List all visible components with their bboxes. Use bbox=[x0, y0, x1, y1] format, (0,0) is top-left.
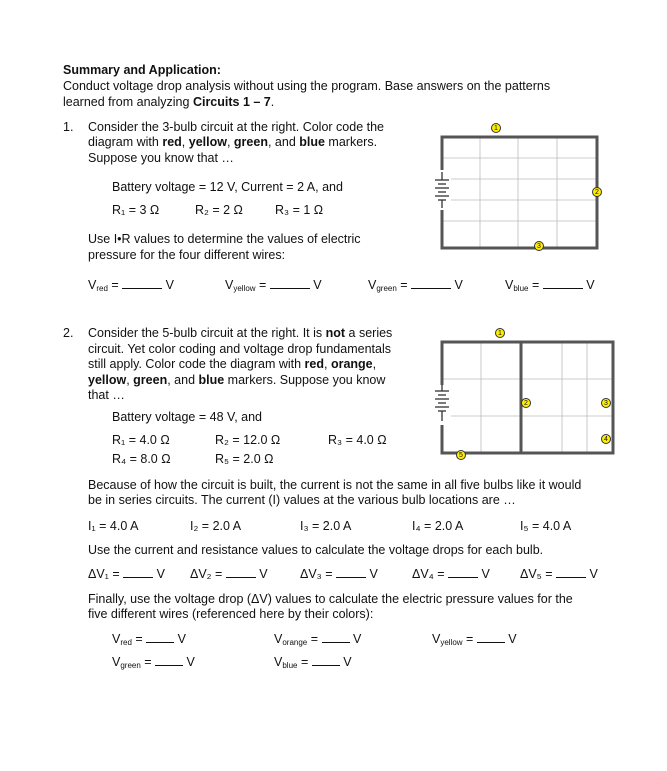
q2-bulb-5: 5 bbox=[456, 450, 466, 460]
q2-line-5: that … bbox=[88, 388, 125, 402]
q2-bulb-3: 3 bbox=[601, 398, 611, 408]
q2-wire-green[interactable]: $V_{green} = V$ bbox=[112, 655, 195, 670]
q2-bulb-4: 4 bbox=[601, 434, 611, 444]
q2-current-3: I₃ = 2.0 A bbox=[300, 519, 352, 533]
q2-finally-2: five different wires (referenced here by their colors): bbox=[88, 607, 374, 621]
q1-r3: R₃ = 1 Ω bbox=[275, 203, 324, 217]
q1-answer-blue[interactable]: $V_{blue} = V$ bbox=[505, 278, 595, 293]
q2-drop-1[interactable]: ΔV₁ = V bbox=[88, 567, 165, 581]
q2-drop-3[interactable]: ΔV₃ = V bbox=[300, 567, 378, 581]
q1-answer-yellow[interactable]: $V_{yellow} = V$ bbox=[225, 278, 322, 293]
q2-wire-yellow[interactable]: $V_{yellow} = V$ bbox=[432, 632, 517, 647]
q1-line-1: Consider the 3-bulb circuit at the right. Color code the bbox=[88, 120, 384, 134]
q1-bulb-1: 1 bbox=[491, 123, 501, 133]
q2-line-1: Consider the 5-bulb circuit at the right. It is not a series bbox=[88, 326, 393, 340]
q2-drop-4[interactable]: ΔV₄ = V bbox=[412, 567, 490, 581]
q2-because-2: be in series circuits. The current (I) values at the various bulb locations are … bbox=[88, 493, 516, 507]
q2-current-5: I₅ = 4.0 A bbox=[520, 519, 572, 533]
q1-r2: R₂ = 2 Ω bbox=[195, 203, 243, 217]
q2-current-2: I₂ = 2.0 A bbox=[190, 519, 242, 533]
section-heading: Summary and Application: bbox=[63, 63, 221, 77]
q1-answer-red[interactable]: $V_{red} = V$ bbox=[88, 278, 174, 293]
q1-given: Battery voltage = 12 V, Current = 2 A, and bbox=[112, 180, 343, 194]
q1-bulb-3: 3 bbox=[534, 241, 544, 251]
q2-use: Use the current and resistance values to calculate the voltage drops for each bulb. bbox=[88, 543, 544, 557]
q1-line-2: diagram with red, yellow, green, and blue markers. bbox=[88, 135, 378, 149]
q1-use-1: Use I•R values to determine the values of electric bbox=[88, 232, 361, 246]
q1-use-2: pressure for the four different wires: bbox=[88, 248, 286, 262]
q2-wire-orange[interactable]: $V_{orange} = V$ bbox=[274, 632, 362, 647]
q2-line-4: yellow, green, and blue markers. Suppose you know bbox=[88, 373, 386, 387]
q2-circuit-diagram bbox=[425, 325, 625, 465]
q2-bulb-1: 1 bbox=[495, 328, 505, 338]
q1-number: 1. bbox=[63, 120, 74, 134]
q2-number: 2. bbox=[63, 326, 74, 340]
q2-r1: R₁ = 4.0 Ω bbox=[112, 433, 170, 447]
q2-line-3: still apply. Color code the diagram with red, orange, bbox=[88, 357, 377, 371]
q2-r2: R₂ = 12.0 Ω bbox=[215, 433, 281, 447]
q2-drop-2[interactable]: ΔV₂ = V bbox=[190, 567, 268, 581]
q2-current-1: I₁ = 4.0 A bbox=[88, 519, 139, 533]
q1-answer-green[interactable]: $V_{green} = V$ bbox=[368, 278, 463, 293]
q1-r1: R₁ = 3 Ω bbox=[112, 203, 160, 217]
q2-wire-blue[interactable]: $V_{blue} = V$ bbox=[274, 655, 352, 670]
q2-wire-red[interactable]: $V_{red} = V$ bbox=[112, 632, 186, 647]
q2-because-1: Because of how the circuit is built, the current is not the same in all five bulbs like it would bbox=[88, 478, 582, 492]
q2-given: Battery voltage = 48 V, and bbox=[112, 410, 262, 424]
intro-line-2: learned from analyzing Circuits 1 – 7. bbox=[63, 95, 275, 109]
q2-r4: R₄ = 8.0 Ω bbox=[112, 452, 171, 466]
q2-r3: R₃ = 4.0 Ω bbox=[328, 433, 387, 447]
q2-line-2: circuit. Yet color coding and voltage drop fundamentals bbox=[88, 342, 391, 356]
q1-circuit-diagram bbox=[425, 118, 615, 258]
q2-r5: R₅ = 2.0 Ω bbox=[215, 452, 274, 466]
q2-drop-5[interactable]: ΔV₅ = V bbox=[520, 567, 598, 581]
q1-line-3: Suppose you know that … bbox=[88, 151, 234, 165]
q1-bulb-2: 2 bbox=[592, 187, 602, 197]
q2-finally-1: Finally, use the voltage drop (ΔV) values to calculate the electric pressure values for the bbox=[88, 592, 573, 606]
intro-line-1: Conduct voltage drop analysis without using the program. Base answers on the patterns bbox=[63, 79, 551, 93]
q2-current-4: I₄ = 2.0 A bbox=[412, 519, 464, 533]
q2-bulb-2: 2 bbox=[521, 398, 531, 408]
